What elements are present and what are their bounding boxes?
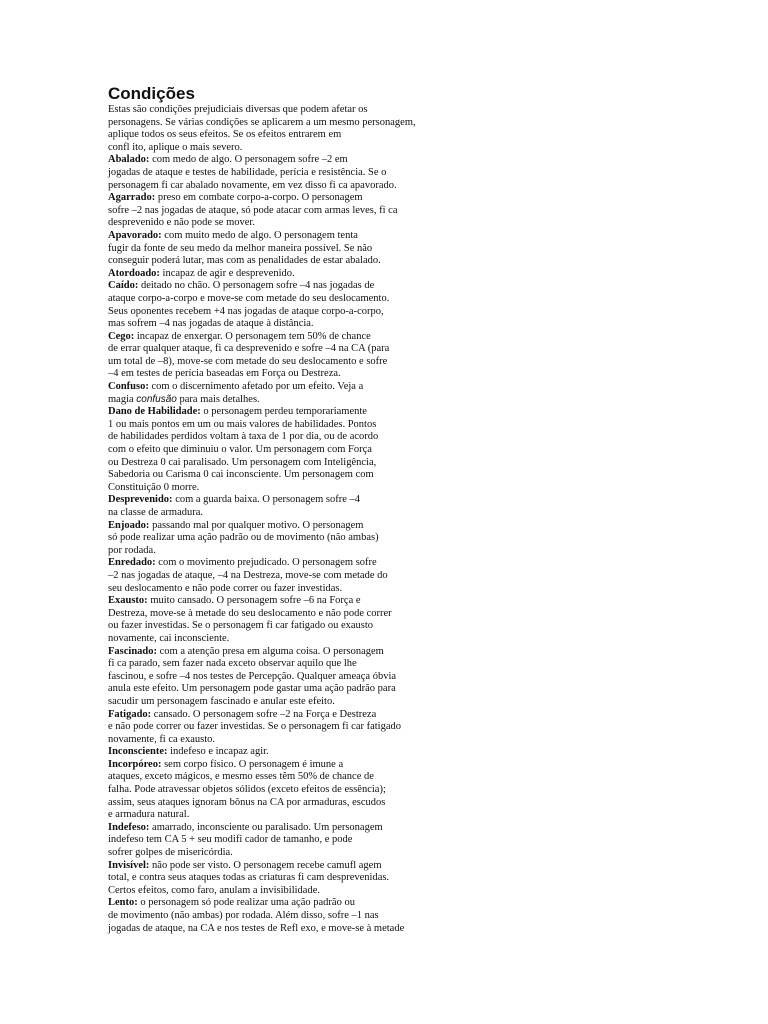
text-line — [108, 784, 468, 797]
condition-entry-line — [108, 154, 468, 167]
text-line — [108, 583, 468, 596]
line-text: jogadas de ataque, na CA e nos testes de Refl exo, e move-se à metade — [108, 922, 405, 934]
condition-term: Caído: — [108, 280, 139, 292]
line-text: ataques, exceto mágicos, e mesmo esses têm 50% de chance de — [108, 771, 374, 783]
text-line — [108, 343, 468, 356]
condition-entry-line — [108, 406, 468, 419]
text-line — [108, 847, 468, 860]
line-text: fugir da fonte de seu medo da melhor maneira possível. Se não — [108, 242, 373, 254]
condition-entry-line — [108, 280, 468, 293]
line-text: e não pode correr ou fazer investidas. Se o personagem fi car fatigado — [108, 721, 402, 733]
line-text: o personagem só pode realizar uma ação padrão ou — [137, 897, 355, 909]
line-text: sem corpo físico. O personagem é imune a — [161, 758, 344, 770]
line-text: incapaz de agir e desprevenido. — [159, 267, 295, 279]
condition-term: Fascinado: — [108, 645, 158, 657]
text-line — [108, 771, 468, 784]
condition-term: Confuso: — [108, 381, 149, 393]
line-text: com o discernimento afetado por um efeito. Veja a — [148, 381, 364, 393]
line-text: Constituição 0 morre. — [108, 481, 200, 493]
line-text: amarrado, inconsciente ou paralisado. Um personagem — [149, 821, 383, 833]
line-text: Destreza, move-se à metade do seu deslocamento e não pode correr — [108, 607, 392, 619]
text-line — [108, 507, 468, 520]
line-text: ou Destreza 0 cai paralisado. Um personagem com Inteligência, — [108, 456, 377, 468]
condition-term: Atordoado: — [108, 267, 160, 279]
text-line — [108, 167, 468, 180]
text-line — [108, 104, 468, 117]
line-text-continued: para mais detalhes. — [176, 393, 260, 405]
line-text: preso em combate corpo-a-corpo. O personagem — [155, 192, 363, 204]
condition-term: Agarrado: — [108, 192, 156, 204]
condition-entry-line — [108, 595, 468, 608]
line-text: sofre –2 nas jogadas de ataque, só pode atacar com armas leves, fi ca — [108, 204, 398, 216]
line-text: seu deslocamento e não pode correr ou fazer investidas. — [108, 582, 343, 594]
line-text: personagens. Se várias condições se aplicarem a um mesmo personagem, — [108, 116, 416, 128]
text-line — [108, 457, 468, 470]
text-line — [108, 444, 468, 457]
condition-entry-line — [108, 331, 468, 344]
condition-entry-line — [108, 822, 468, 835]
condition-entry-line — [108, 494, 468, 507]
line-text: por rodada. — [108, 544, 156, 556]
text-line — [108, 696, 468, 709]
text-line — [108, 910, 468, 923]
spell-reference: confusão — [136, 393, 177, 405]
line-text: mas sofrem –4 nas jogadas de ataque à distância. — [108, 318, 314, 330]
line-text: conseguir poderá lutar, mas com as penalidades de estar abalado. — [108, 255, 381, 267]
line-text: cansado. O personagem sofre –2 na Força e Destreza — [151, 708, 377, 720]
line-text: com o movimento prejudicado. O personagem sofre — [155, 557, 377, 569]
line-text: anula este efeito. Um personagem pode gastar uma ação padrão para — [108, 683, 396, 695]
line-text: e armadura natural. — [108, 809, 190, 821]
text-line — [108, 129, 468, 142]
condition-term: Enredado: — [108, 557, 156, 569]
text-line — [108, 809, 468, 822]
line-text: com o efeito que diminuiu o valor. Um personagem com Força — [108, 444, 372, 456]
line-text: aplique todos os seus efeitos. Se os efeitos entrarem em — [108, 129, 342, 141]
text-line — [108, 885, 468, 898]
line-text: passando mal por qualquer motivo. O personagem — [149, 519, 364, 531]
line-text: fascinou, e sofre –4 nos testes de Percepção. Qualquer ameaça óbvia — [108, 670, 397, 682]
line-text: Sabedoria ou Carisma 0 cai inconsciente. Um personagem com — [108, 469, 374, 481]
text-line — [108, 293, 468, 306]
condition-term: Exausto: — [108, 595, 148, 607]
line-text: magia — [108, 393, 137, 405]
text-line — [108, 658, 468, 671]
line-text: um total de –8), move-se com metade do seu deslocamento e sofre — [108, 355, 388, 367]
text-line — [108, 217, 468, 230]
line-text: com a guarda baixa. O personagem sofre –4 — [172, 494, 361, 506]
text-line — [108, 570, 468, 583]
conditions-text — [108, 104, 468, 935]
line-text: fi ca parado, sem fazer nada exceto observar aquilo que lhe — [108, 658, 357, 670]
line-text: novamente, cai inconsciente. — [108, 632, 230, 644]
line-text: não pode ser visto. O personagem recebe camufl agem — [149, 859, 382, 871]
line-text: na classe de armadura. — [108, 507, 204, 518]
text-line — [108, 923, 468, 936]
condition-term: Enjoado: — [108, 519, 150, 531]
text-line — [108, 180, 468, 193]
text-line — [108, 318, 468, 331]
text-line — [108, 482, 468, 495]
line-text: 1 ou mais pontos em um ou mais valores de habilidades. Pontos — [108, 418, 377, 430]
condition-term: Apavorado: — [108, 229, 162, 241]
line-text: ou fazer investidas. Se o personagem fi car fatigado ou exausto — [108, 620, 374, 632]
condition-entry-line — [108, 897, 468, 910]
condition-entry-line — [108, 520, 468, 533]
line-text: com muito medo de algo. O personagem tenta — [161, 229, 358, 241]
text-line — [108, 734, 468, 747]
condition-entry-line — [108, 230, 468, 243]
line-text: incapaz de enxergar. O personagem tem 50% de chance — [134, 330, 371, 342]
text-line — [108, 394, 468, 407]
line-text: novamente, fi ca exausto. — [108, 733, 215, 745]
line-text: ataque corpo-a-corpo e move-se com metade do seu deslocamento. — [108, 292, 390, 304]
condition-entry-line — [108, 268, 468, 281]
condition-entry-line — [108, 192, 468, 205]
line-text: de movimento (não ambas) por rodada. Além disso, sofre –1 nas — [108, 910, 379, 921]
line-text: Certos efeitos, como faro, anulam a invisibilidade. — [108, 884, 320, 896]
condition-entry-line — [108, 709, 468, 722]
line-text: indefeso tem CA 5 + seu modifi cador de tamanho, e pode — [108, 834, 353, 846]
condition-entry-line — [108, 557, 468, 570]
line-text: assim, seus ataques ignoram bônus na CA por armaduras, escudos — [108, 796, 386, 808]
condition-term: Dano de Habilidade: — [108, 406, 201, 418]
text-line — [108, 368, 468, 381]
line-text: muito cansado. O personagem sofre –6 na Força e — [147, 595, 361, 607]
text-line — [108, 671, 468, 684]
page-title: Condições — [108, 84, 195, 103]
line-text: Seus oponentes recebem +4 nas jogadas de ataque corpo-a-corpo, — [108, 305, 384, 317]
condition-term: Abalado: — [108, 154, 150, 166]
line-text: de errar qualquer ataque, fi ca desprevenido e sofre –4 na CA (para — [108, 343, 390, 355]
text-line — [108, 532, 468, 545]
line-text: sacudir um personagem fascinado e anular este efeito. — [108, 695, 335, 707]
line-text: jogadas de ataque e testes de habilidade, perícia e resistência. Se o — [108, 166, 387, 178]
condition-term: Invisível: — [108, 859, 150, 871]
text-line — [108, 834, 468, 847]
text-line — [108, 608, 468, 621]
text-line — [108, 419, 468, 432]
line-text: com a atenção presa em alguma coisa. O personagem — [157, 645, 384, 657]
text-line — [108, 306, 468, 319]
text-line — [108, 872, 468, 885]
condition-term: Desprevenido: — [108, 494, 173, 506]
condition-entry-line — [108, 381, 468, 394]
condition-term: Inconsciente: — [108, 746, 168, 758]
line-text: o personagem perdeu temporariamente — [200, 406, 367, 418]
text-line — [108, 205, 468, 218]
text-line — [108, 797, 468, 810]
text-line — [108, 683, 468, 696]
condition-term: Incorpóreo: — [108, 758, 162, 770]
line-text: –2 nas jogadas de ataque, –4 na Destreza, move-se com metade do — [108, 569, 388, 581]
line-text: falha. Pode atravessar objetos sólidos (exceto efeitos de essência); — [108, 784, 386, 796]
text-line — [108, 142, 468, 155]
line-text: total, e contra seus ataques todas as criaturas fi cam desprevenidas. — [108, 872, 390, 884]
line-text: –4 em testes de perícia baseadas em Força ou Destreza. — [108, 368, 341, 380]
condition-term: Fatigado: — [108, 708, 152, 720]
condition-entry-line — [108, 860, 468, 873]
line-text: deitado no chão. O personagem sofre –4 nas jogadas de — [138, 280, 375, 292]
text-line — [108, 469, 468, 482]
condition-entry-line — [108, 759, 468, 772]
text-line — [108, 243, 468, 256]
text-line — [108, 620, 468, 633]
line-text: personagem fi car abalado novamente, em vez disso fi ca apavorado. — [108, 179, 397, 191]
line-text: confl ito, aplique o mais severo. — [108, 141, 243, 153]
text-line — [108, 545, 468, 558]
condition-term: Indefeso: — [108, 821, 150, 833]
text-line — [108, 431, 468, 444]
line-text: desprevenido e não pode se mover. — [108, 217, 255, 229]
line-text: de habilidades perdidos voltam à taxa de 1 por dia, ou de acordo — [108, 431, 379, 443]
text-line — [108, 633, 468, 646]
condition-term: Lento: — [108, 897, 138, 909]
text-line — [108, 356, 468, 369]
line-text: sofrer golpes de misericórdia. — [108, 847, 233, 859]
text-line — [108, 721, 468, 734]
line-text: com medo de algo. O personagem sofre –2 em — [149, 154, 348, 166]
line-text: indefeso e incapaz agir. — [167, 746, 269, 758]
line-text: Estas são condições prejudiciais diversas que podem afetar os — [108, 104, 368, 115]
line-text: só pode realizar uma ação padrão ou de movimento (não ambas) — [108, 532, 379, 544]
document-page — [108, 84, 468, 935]
condition-entry-line — [108, 646, 468, 659]
text-line — [108, 255, 468, 268]
condition-entry-line — [108, 746, 468, 759]
text-line — [108, 117, 468, 130]
condition-term: Cego: — [108, 330, 135, 342]
